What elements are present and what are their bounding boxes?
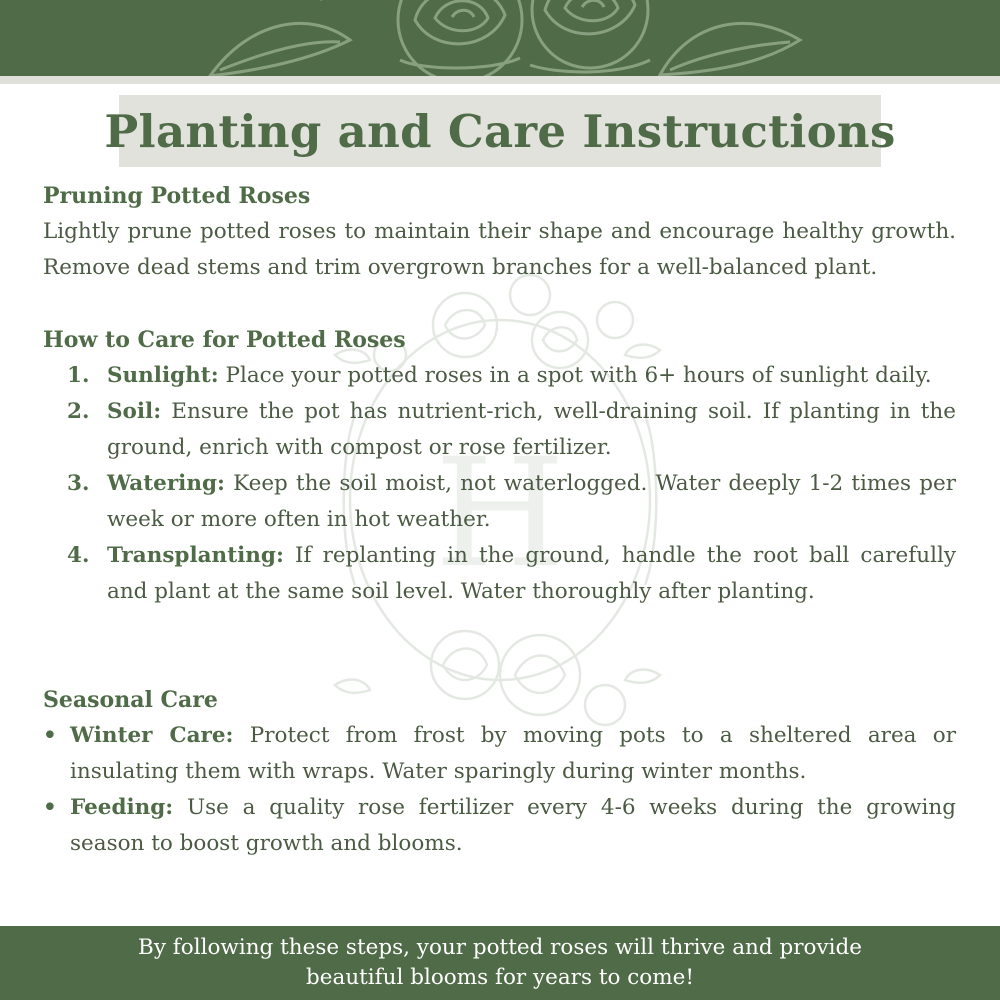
- step-number: 2.: [67, 399, 90, 424]
- rose-decoration-icon: [190, 0, 830, 76]
- header-band: [0, 0, 1000, 76]
- footer-line-2: beautiful blooms for years to come!: [306, 965, 694, 990]
- monogram-h-icon: H: [434, 427, 566, 601]
- item-label: Winter Care:: [70, 723, 234, 748]
- footer-line-1: By following these steps, your potted roses will thrive and provide: [138, 935, 862, 960]
- bullet-icon: •: [43, 795, 57, 820]
- page-title: Planting and Care Instructions: [104, 104, 896, 158]
- care-heading: How to Care for Potted Roses: [43, 327, 406, 353]
- seasonal-item-winter: [43, 718, 956, 790]
- step-number: 4.: [67, 543, 90, 568]
- step-label: Sunlight:: [107, 363, 219, 388]
- pruning-heading: Pruning Potted Roses: [43, 183, 311, 209]
- title-banner: [104, 95, 896, 167]
- step-text: Keep the soil moist, not waterlogged. Water deeply 1-2 times per week or more often in hot weather.: [107, 471, 956, 532]
- seasonal-item-feeding: [43, 790, 956, 862]
- instructions-content: [43, 178, 956, 862]
- item-label: Feeding:: [70, 795, 174, 820]
- care-steps-list: [43, 358, 956, 610]
- header-divider: [0, 76, 1000, 84]
- step-text: Place your potted roses in a spot with 6+ hours of sunlight daily.: [218, 363, 932, 388]
- step-text: If replanting in the ground, handle the root ball carefully and plant at the same soil level. Water thoroughly after planting.: [107, 543, 956, 604]
- bullet-icon: •: [43, 723, 57, 748]
- seasonal-heading: Seasonal Care: [43, 687, 218, 713]
- pruning-body: Lightly prune potted roses to maintain their shape and encourage healthy growth. Remove dead stems and trim overgrown branches for a well-balanced plant.: [43, 219, 956, 280]
- footer-band: [0, 926, 1000, 1000]
- step-number: 1.: [67, 363, 90, 388]
- step-label: Watering:: [107, 471, 225, 496]
- step-label: Soil:: [107, 399, 162, 424]
- footer-message: [90, 933, 910, 993]
- care-step-soil: [43, 394, 956, 466]
- step-number: 3.: [67, 471, 90, 496]
- item-text: Protect from frost by moving pots to a sheltered area or insulating them with wraps. Water sparingly during winter months.: [70, 723, 957, 784]
- step-text: Ensure the pot has nutrient-rich, well-draining soil. If planting in the ground, enrich with compost or rose fertilizer.: [107, 399, 956, 460]
- seasonal-list: [43, 718, 956, 862]
- care-step-transplanting: [43, 538, 956, 610]
- item-text: Use a quality rose fertilizer every 4-6 weeks during the growing season to boost growth and blooms.: [70, 795, 956, 856]
- step-label: Transplanting:: [107, 543, 284, 568]
- care-step-sunlight: [43, 358, 956, 394]
- care-step-watering: [43, 466, 956, 538]
